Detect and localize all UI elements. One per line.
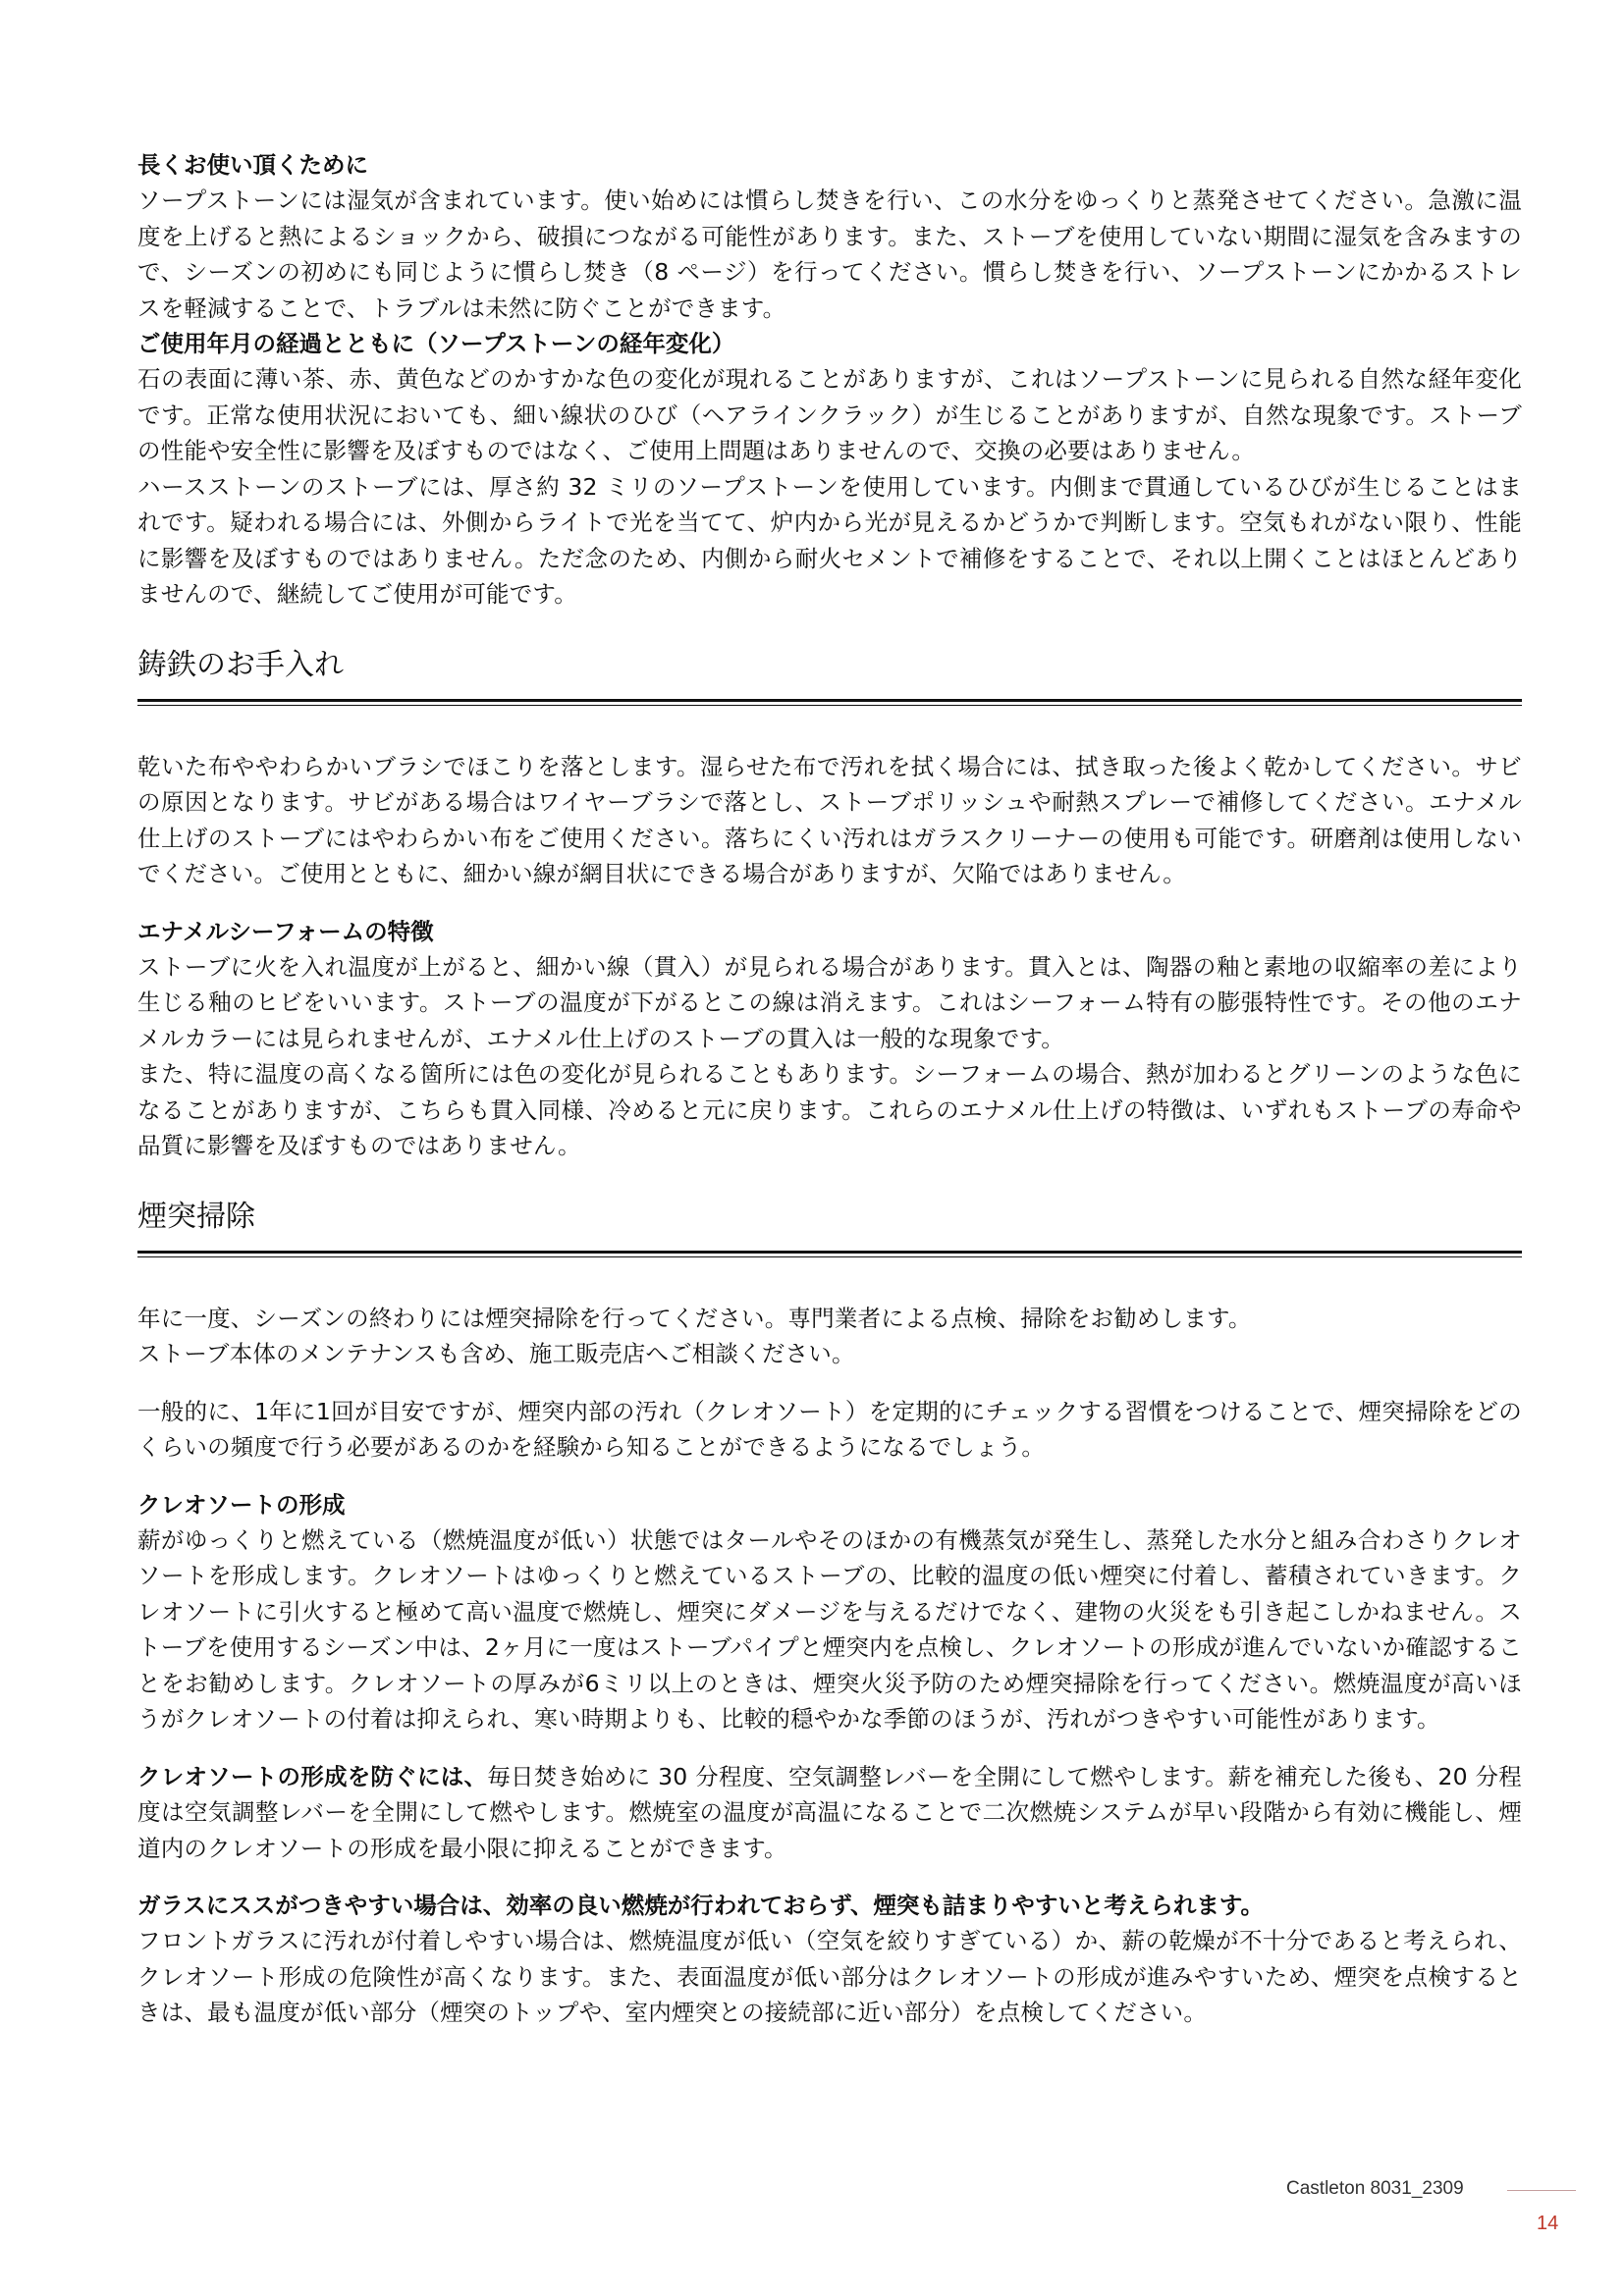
subheading-enamel: エナメルシーフォームの特徴 [137,917,434,945]
section-divider [137,1251,1522,1257]
subheading-glass-soot: ガラスにススがつきやすい場合は、効率の良い燃焼が行われておらず、煙突も詰まりやすいと考えられます。 [137,1892,1265,1919]
paragraph-aging-2: ハースストーンのストーブには、厚さ約 32 ミリのソープストーンを使用しています。内側まで貫通しているひびが生じることはまれです。疑われる場合には、外側からライトで光を当てて、炉内から光が見えるかどうかで判断します。空気もれがない限り、性能に影響を及ぼすものではありません。ただ念のため、内側から耐火セメントで補修をすることで、それ以上開くことはほとんどありませんので、継続してご使用が可能です。 [137,472,1522,608]
subheading-creosote: クレオソートの形成 [137,1490,346,1519]
footer-divider [1507,2190,1576,2191]
page-number: 14 [1537,2213,1559,2234]
paragraph-enamel-1: ストーブに火を入れ温度が上がると、細かい線（貫入）が見られる場合があります。貫入とは、陶器の釉と素地の収縮率の差により生じる釉のヒビをいいます。ストーブの温度が下がるとこの線は消えます。これはシーフォーム特有の膨張特性です。その他のエナメルカラーには見られませんが、エナメル仕上げのストーブの貫入は一般的な現象です。 [137,952,1522,1052]
section-divider [137,699,1522,706]
prevent-text: 毎日焚き始めに 30 分程度、空気調整レバーを全開にして燃やします。薪を補充した後も、20 分程度は空気調整レバーを全開にして燃やします。燃焼室の温度が高温になることで二次燃焼システムが早い段階から有効に機能し、煙道内のクレオソートの形成を最小限に抑えることができます。 [137,1762,1522,1862]
section-title-cast-iron: 鋳鉄のお手入れ [137,647,344,682]
paragraph-chimney-line2: ストーブ本体のメンテナンスも含め、施工販売店へご相談ください。 [137,1340,855,1367]
footer-document-id: Castleton 8031_2309 [1286,2178,1464,2199]
paragraph-aging-1: 石の表面に薄い茶、赤、黄色などのかすかな色の変化が現れることがありますが、これはソープストーンに見られる自然な経年変化です。正常な使用状況においても、細い線状のひび（ヘアラインクラック）が生じることがありますが、自然な現象です。ストーブの性能や安全性に影響を及ぼすものではなく、ご使用上問題はありませんので、交換の必要はありません。 [137,365,1522,464]
paragraph-cast-iron: 乾いた布ややわらかいブラシでほこりを落とします。湿らせた布で汚れを拭く場合には、拭き取った後よく乾かしてください。サビの原因となります。サビがある場合はワイヤーブラシで落とし、ストーブポリッシュや耐熱スプレーで補修してください。エナメル仕上げのストーブにはやわらかい布をご使用ください。落ちにくい汚れはガラスクリーナーの使用も可能です。研磨剤は使用しないでください。ご使用とともに、細かい線が網目状にできる場合がありますが、欠陥ではありません。 [137,752,1522,887]
paragraph-glass-soot: フロントガラスに汚れが付着しやすい場合は、燃焼温度が低い（空気を絞りすぎている）か、薪の乾燥が不十分であると考えられ、クレオソート形成の危険性が高くなります。また、表面温度が低い部分はクレオソートの形成が進みやすいため、煙突を点検するときは、最も温度が低い部分（煙突のトップや、室内煙突との接続部に近い部分）を点検してください。 [137,1927,1522,2026]
paragraph-chimney-line1: 年に一度、シーズンの終わりには煙突掃除を行ってください。専門業者による点検、掃除をお勧めします。 [137,1304,1252,1332]
section-title-chimney: 煙突掃除 [137,1199,255,1234]
paragraph-creosote: 薪がゆっくりと燃えている（燃焼温度が低い）状態ではタールやそのほかの有機蒸気が発生し、蒸発した水分と組み合わさりクレオソートを形成します。クレオソートはゆっくりと燃えているストーブの、比較的温度の低い煙突に付着し、蓄積されていきます。クレオソートに引火すると極めて高い温度で燃焼し、煙突にダメージを与えるだけでなく、建物の火災をも引き起こしかねません。ストーブを使用するシーズン中は、2ヶ月に一度はストーブパイプと煙突内を点検し、クレオソートの形成が進んでいないか確認することをお勧めします。クレオソートの厚みが6ミリ以上のときは、煙突火災予防のため煙突掃除を行ってください。燃焼温度が高いほうがクレオソートの付着は抑えられ、寒い時期よりも、比較的穏やかな季節のほうが、汚れがつきやすい可能性があります。 [137,1525,1522,1733]
paragraph-prevent-creosote [137,1759,1522,1867]
prevent-lead: クレオソートの形成を防ぐには、 [137,1762,488,1790]
paragraph-long-use: ソープストーンには湿気が含まれています。使い始めには慣らし焚きを行い、この水分をゆっくりと蒸発させてください。急激に温度を上げると熱によるショックから、破損につながる可能性があります。また、ストーブを使用していない期間に湿気を含みますので、シーズンの初めにも同じように慣らし焚き（8 ページ）を行ってください。慣らし焚きを行い、ソープストーンにかかるストレスを軽減することで、トラブルは未然に防ぐことができます。 [137,187,1522,322]
page-content [137,147,1522,2031]
section-heading-long-use: 長くお使い頂くために [137,151,368,179]
paragraph-chimney-frequency: 一般的に、1年に1回が目安ですが、煙突内部の汚れ（クレオソート）を定期的にチェックする習慣をつけることで、煙突掃除をどのくらいの頻度で行う必要があるのかを経験から知ることができるようになるでしょう。 [137,1397,1522,1461]
section-heading-aging: ご使用年月の経過とともに（ソープストーンの経年変化） [137,330,735,357]
paragraph-enamel-2: また、特に温度の高くなる箇所には色の変化が見られることもあります。シーフォームの場合、熱が加わるとグリーンのような色になることがありますが、こちらも貫入同様、冷めると元に戻ります。これらのエナメル仕上げの特徴は、いずれもストーブの寿命や品質に影響を及ぼすものではありません。 [137,1060,1522,1159]
